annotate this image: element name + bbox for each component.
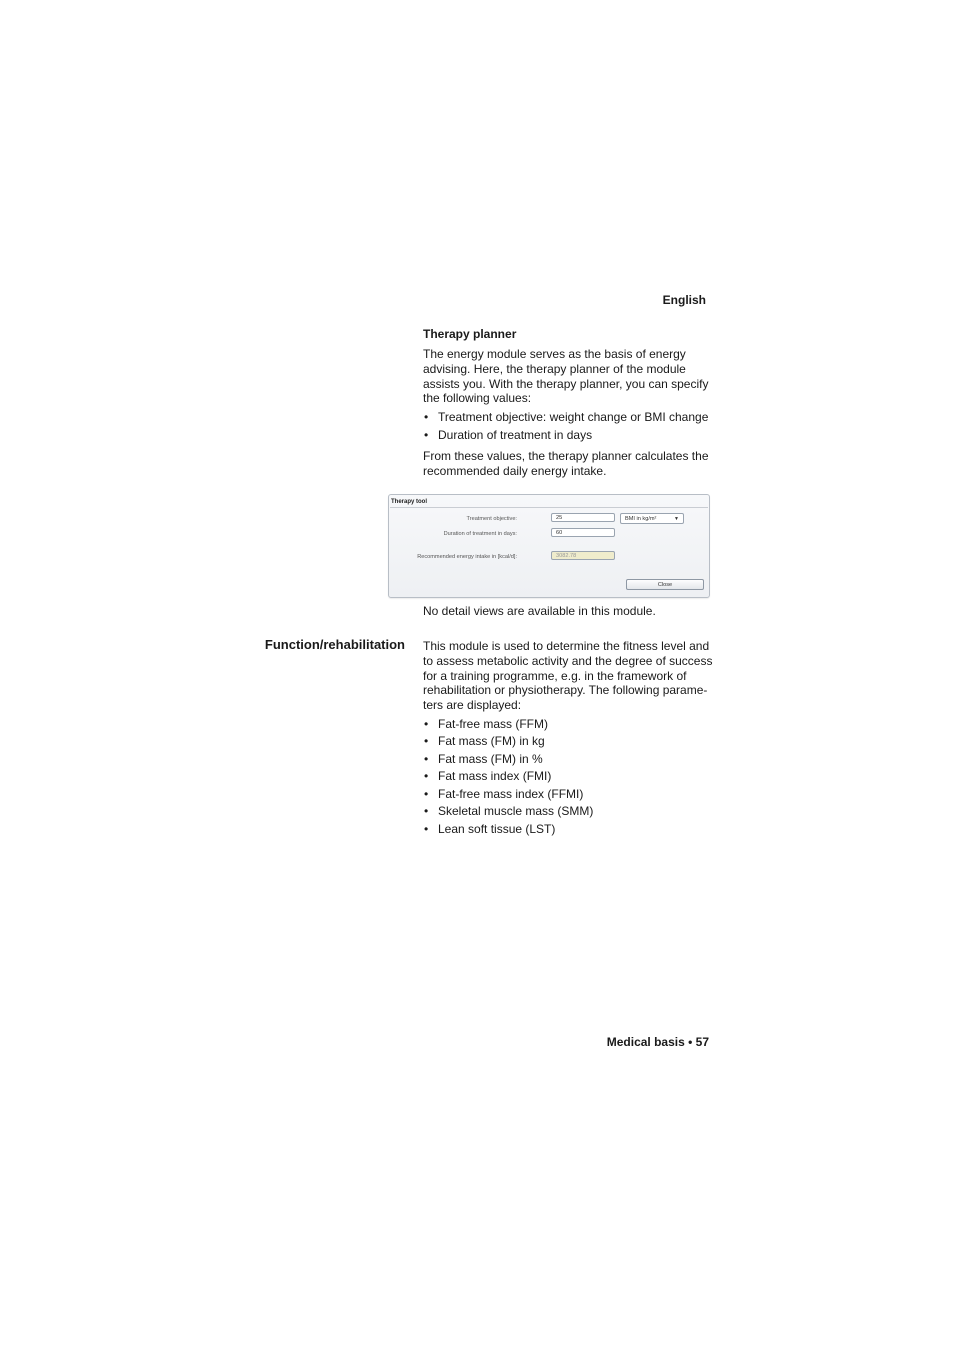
treatment-objective-label: Treatment objective: xyxy=(466,516,517,522)
energy-intake-field: 3082.78 xyxy=(551,551,615,560)
list-item: • Lean soft tissue (LST) xyxy=(423,822,715,837)
duration-input[interactable]: 60 xyxy=(551,528,615,537)
dialog-divider xyxy=(390,507,708,508)
list-item: • Treatment objective: weight change or BMI change xyxy=(423,410,715,425)
list-item: • Fat mass index (FMI) xyxy=(423,769,715,784)
list-item: • Duration of treatment in days xyxy=(423,428,715,443)
no-detail-note: No detail views are available in this module. xyxy=(423,604,656,618)
therapy-planner-intro: The energy module serves as the basis of energy advising. Here, the therapy planner of the module assists you. With the therapy planner, you can specify the following values: xyxy=(423,347,709,406)
header-language: English xyxy=(662,293,706,307)
list-item: • Skeletal muscle mass (SMM) xyxy=(423,804,715,819)
therapy-planner-result: From these values, the therapy planner calculates the recommended daily energy intake. xyxy=(423,449,709,478)
therapy-values-list xyxy=(423,410,715,446)
close-button[interactable]: Close xyxy=(626,579,704,590)
page-footer: Medical basis • 57 xyxy=(606,1035,709,1049)
parameters-list xyxy=(423,717,715,839)
treatment-objective-input[interactable]: 25 xyxy=(551,513,615,522)
section-heading-therapy-planner: Therapy planner xyxy=(423,327,517,341)
duration-label: Duration of treatment in days: xyxy=(443,531,517,537)
list-item: • Fat mass (FM) in kg xyxy=(423,734,715,749)
list-item: • Fat-free mass (FFM) xyxy=(423,717,715,732)
unit-select-value: BMI in kg/m² xyxy=(625,516,657,522)
list-item: • Fat-free mass index (FFMI) xyxy=(423,787,715,802)
dialog-title: Therapy tool xyxy=(391,499,428,505)
section-heading-function-rehabilitation: Function/rehabilitation xyxy=(264,637,405,652)
chevron-down-icon: ▼ xyxy=(674,516,679,522)
list-item: • Fat mass (FM) in % xyxy=(423,752,715,767)
energy-intake-label: Recommended energy intake in [kcal/d]: xyxy=(417,554,517,560)
unit-select[interactable] xyxy=(620,513,684,524)
function-rehab-intro: This module is used to determine the fitness level and to assess metabolic activity and the degree of success for a training programme, e.g. in the framework of rehabilitation or physiotherapy. The following parame-ters are displayed: xyxy=(423,639,713,713)
therapy-tool-dialog xyxy=(388,494,710,598)
